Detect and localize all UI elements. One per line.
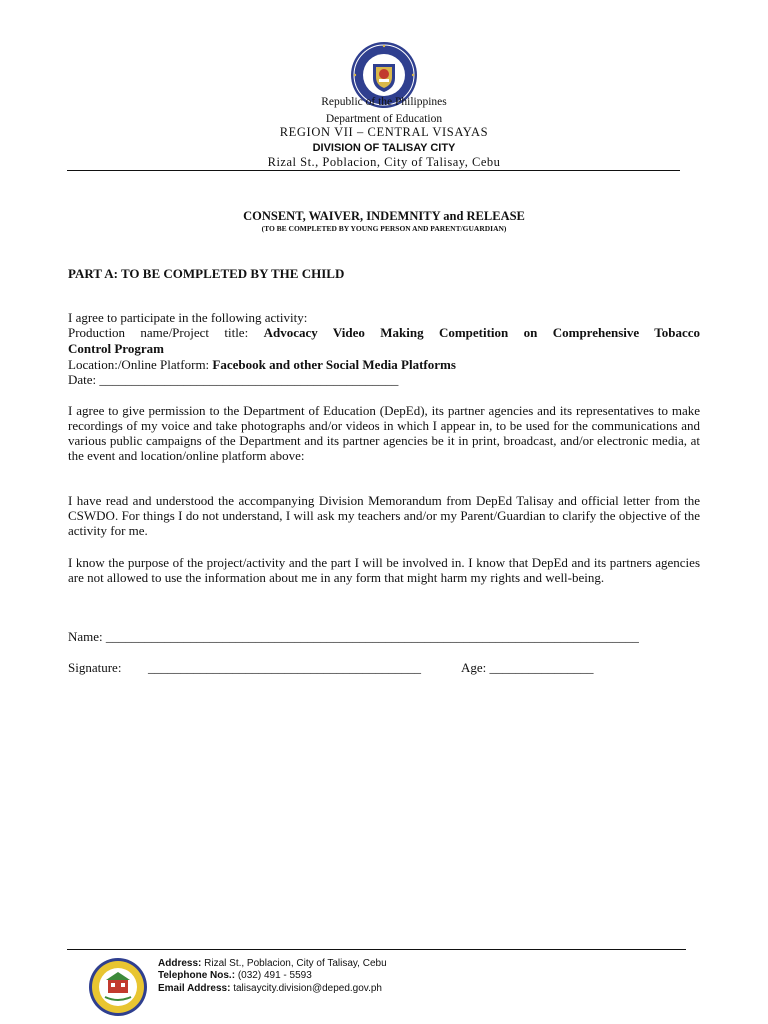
date-field[interactable]: ______________________________________________ [99,372,399,387]
production-label: Production name/Project title: [68,325,249,340]
footer-telephone-value: (032) 491 - 5593 [237,970,312,981]
republic-line: Republic of the Philippines [321,96,447,108]
memorandum-paragraph: I have read and understood the accompanying Division Memorandum from DepEd Talisay and official letter from the CSWDO. For things I do not understand, I will ask my teachers and/or my Parent/Guardian to clarify the objective of the activity for me. [68,493,700,538]
age-field[interactable]: ________________ [489,660,594,675]
footer-address-label: Address: [158,958,202,969]
region-line: REGION VII – CENTRAL VISAYAS [279,125,489,139]
location-label: Location:/Online Platform: [68,357,210,372]
department-line: Department of Education [325,113,443,125]
date-label: Date: [68,372,97,387]
footer-address-value: Rizal St., Poblacion, City of Talisay, Cebu [204,958,387,969]
age-label: Age: [461,660,487,675]
agree-line: I agree to participate in the following activity: [68,310,308,325]
footer-address [158,958,387,969]
header-divider [67,170,680,171]
age-line [461,660,594,675]
purpose-paragraph: I know the purpose of the project/activity and the part I will be involved in. I know that DepEd and its partners agencies are not allowed to use the information about me in any form that might harm my rights and well-being. [68,555,700,585]
signature-label: Signature: [68,660,122,675]
division-logo-icon [88,957,148,1017]
production-value-continued: Control Program [68,341,164,356]
part-a-heading: PART A: TO BE COMPLETED BY THE CHILD [68,266,345,281]
footer-email [158,983,382,994]
production-line [68,325,700,340]
production-value: Advocacy Video Making Competition on Comprehensive Tobacco [263,325,701,340]
location-value: Facebook and other Social Media Platforms [212,357,456,372]
name-line [68,629,700,644]
footer-telephone-label: Telephone Nos.: [158,970,236,981]
footer-divider [67,949,686,950]
form-subtitle: (TO BE COMPLETED BY YOUNG PERSON AND PARENT/GUARDIAN) [261,224,507,233]
name-field[interactable]: __________________________________________________________________________________ [105,629,639,644]
division-address-line: Rizal St., Poblacion, City of Talisay, Cebu [267,155,501,169]
footer-email-value[interactable]: talisaycity.division@deped.gov.ph [233,983,382,994]
division-line: DIVISION OF TALISAY CITY [312,142,456,154]
form-title: CONSENT, WAIVER, INDEMNITY and RELEASE [243,209,525,223]
signature-field[interactable]: __________________________________________ [148,660,421,675]
name-label: Name: [68,629,103,644]
permission-paragraph: I agree to give permission to the Department of Education (DepEd), its partner agencies and its representatives to make recordings of my voice and take photographs and/or videos in which I appear in, to be used for the communications and various public campaigns of the Department and its partner agencies be it in print, broadcast, and/or electronic media, at the event and location/online platform above: [68,403,700,463]
location-line [68,357,700,372]
footer-telephone [158,970,312,981]
footer-email-label: Email Address: [158,983,231,994]
date-line [68,372,700,387]
